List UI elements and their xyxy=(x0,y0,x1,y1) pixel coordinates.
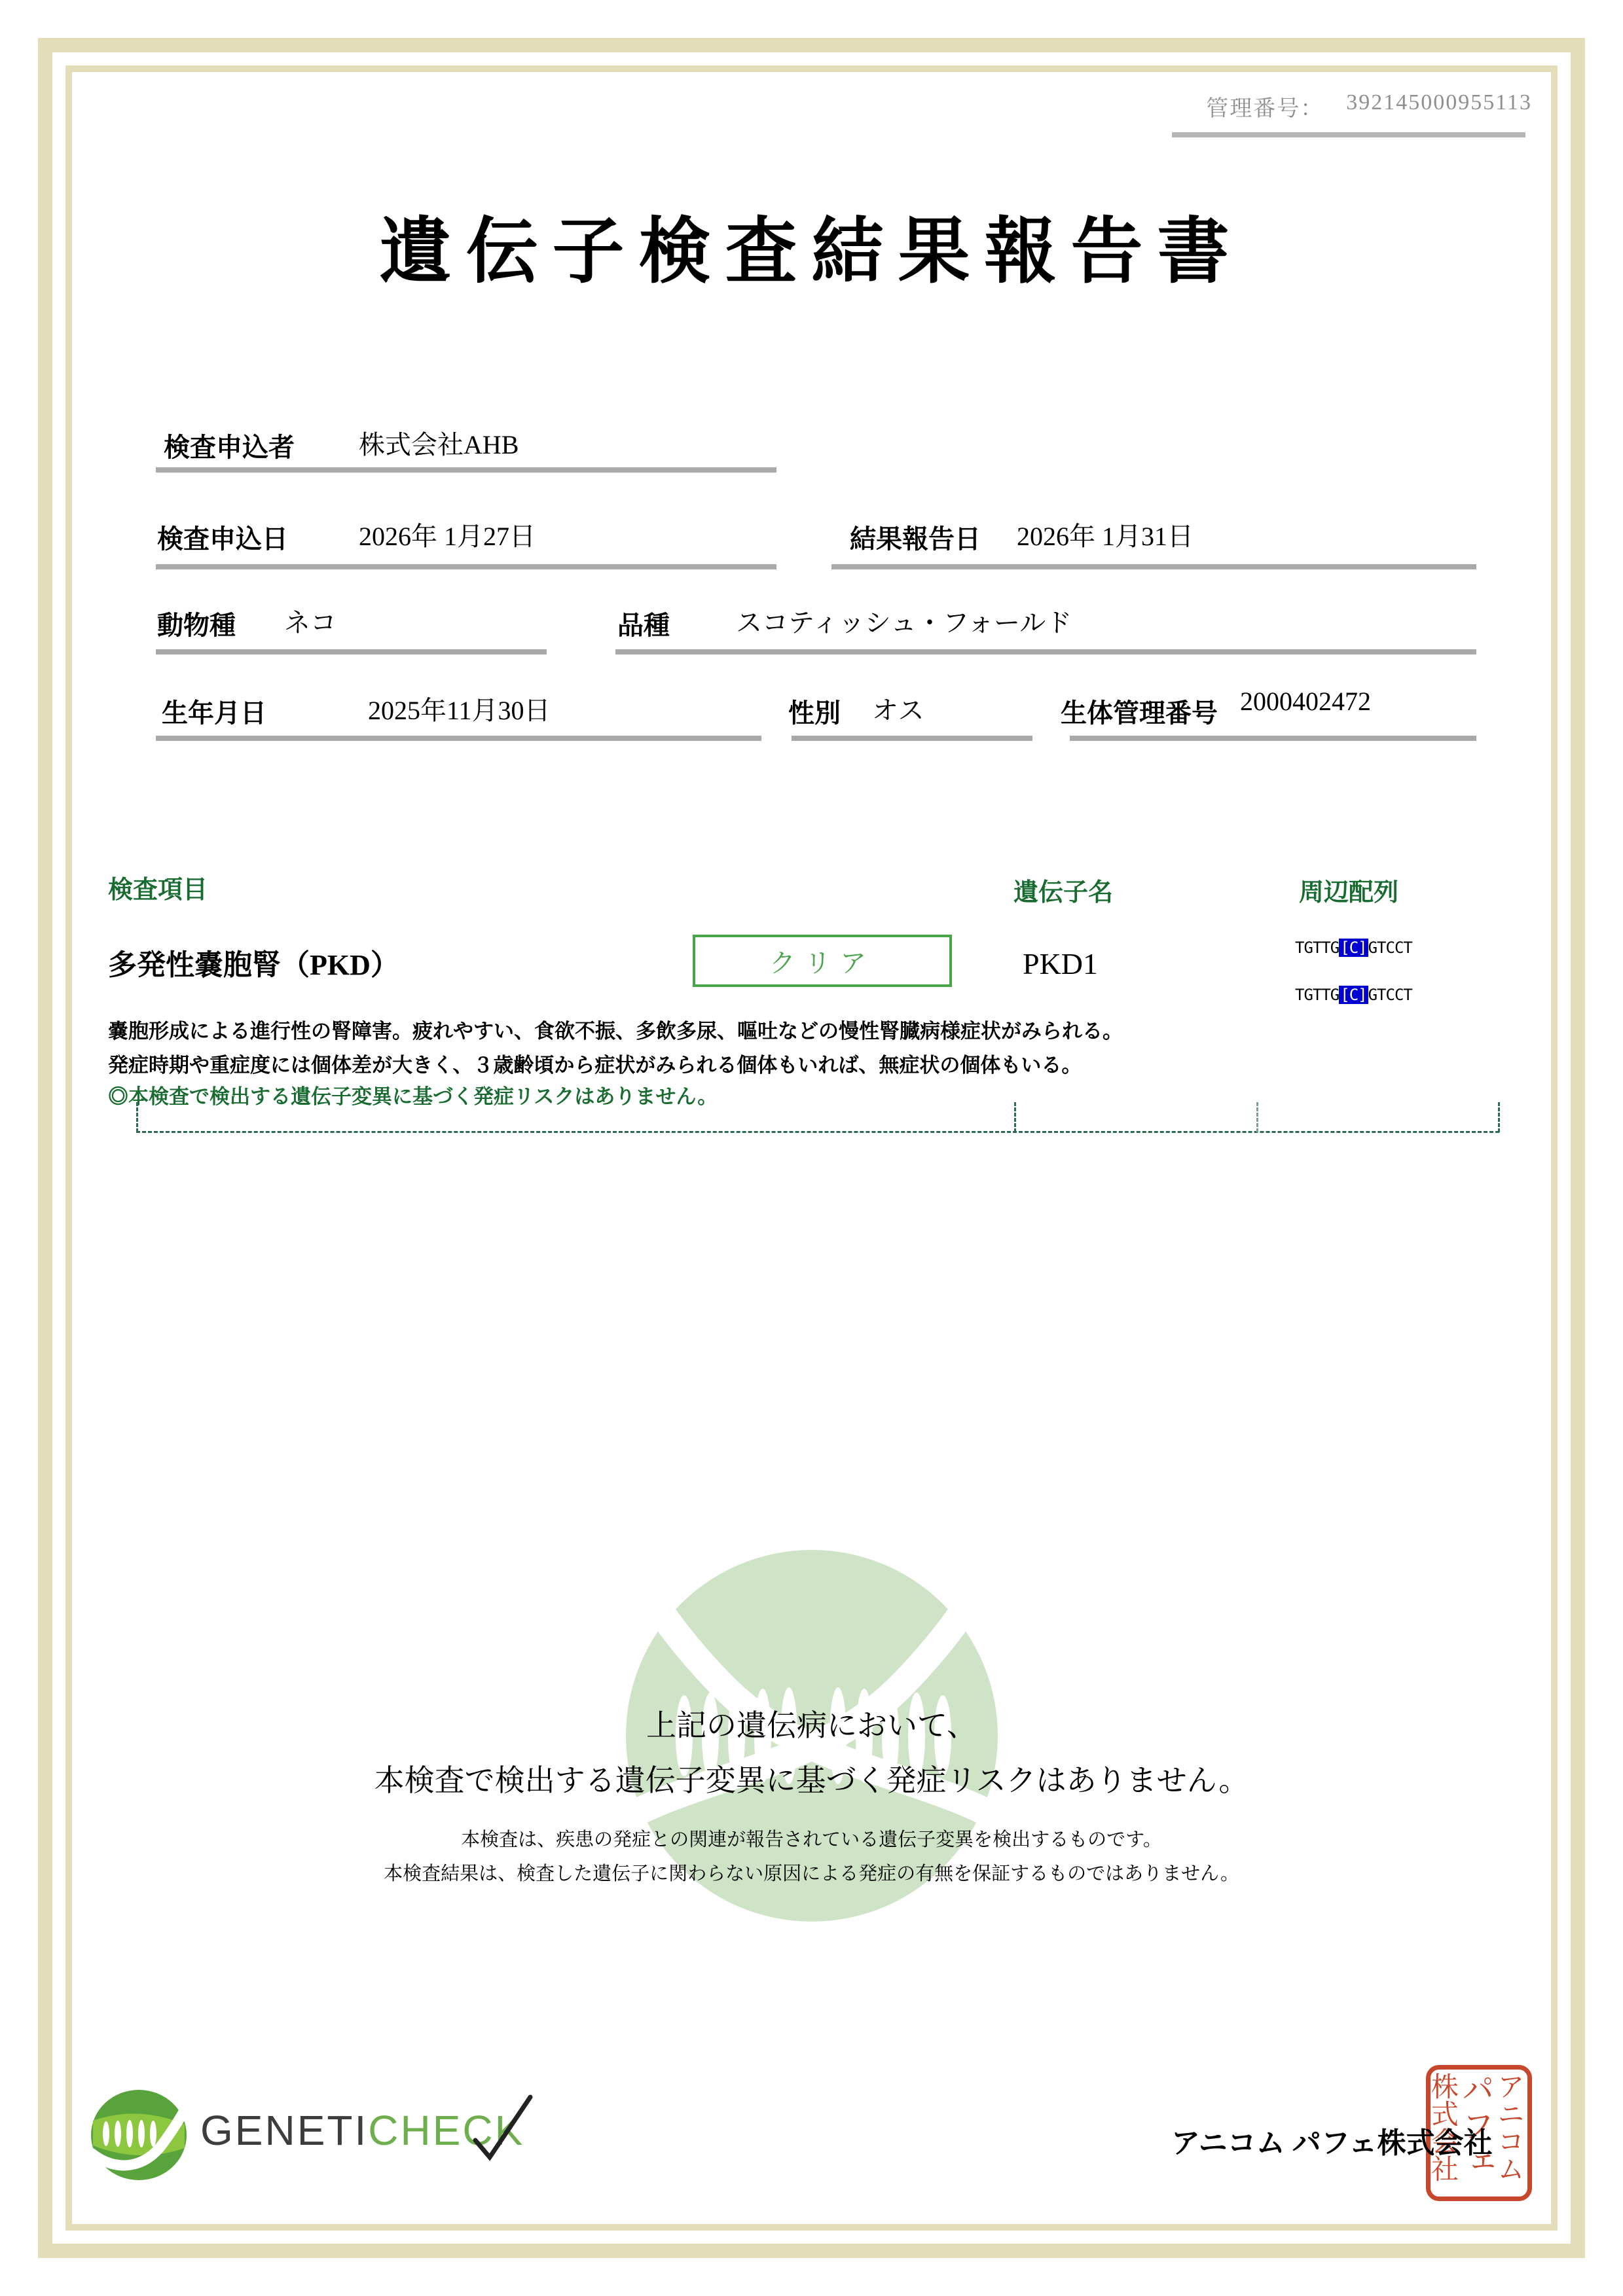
page-title: 遺伝子検査結果報告書 xyxy=(379,212,1244,292)
seal-column-1: アニコム xyxy=(1493,2072,1523,2182)
underline xyxy=(1070,736,1476,741)
management-number-underline xyxy=(1172,132,1525,137)
report-date-value: 2026年 1月31日 xyxy=(1017,522,1194,551)
animal-id-label: 生体管理番号 xyxy=(1061,698,1218,728)
seal-column-3: 株式会社 xyxy=(1427,2072,1457,2182)
test-item-name: 多発性嚢胞腎（PKD） xyxy=(108,949,399,981)
wordmark-geneti: GENETI xyxy=(200,2107,369,2154)
sequence-suffix: GTCCT xyxy=(1368,939,1412,957)
sequence-prefix: TGTTG xyxy=(1295,986,1340,1004)
wordmark-check: CHECK xyxy=(368,2107,525,2154)
issuer-company-name: アニコム パフェ株式会社 xyxy=(1171,2127,1493,2159)
summary-line1: 上記の遺伝病において、 xyxy=(646,1708,977,1742)
breed-value: スコティッシュ・フォールド xyxy=(736,608,1072,637)
results-table-dashed-divider xyxy=(1014,1102,1016,1132)
gene-name-header: 遺伝子名 xyxy=(1013,879,1114,906)
disease-description-line1: 嚢胞形成による進行性の腎障害。疲れやすい、食欲不振、多飲多尿、嘔吐などの慢性腎臓病様症状がみられる。 xyxy=(108,1020,1123,1043)
underline xyxy=(831,564,1476,569)
animal-id-value: 2000402472 xyxy=(1240,687,1371,716)
underline xyxy=(156,564,776,569)
underline xyxy=(156,736,761,741)
sequence-allele-2 xyxy=(1295,986,1412,1004)
management-number-value: 392145000955113 xyxy=(1346,90,1532,115)
applicant-value: 株式会社AHB xyxy=(359,430,519,459)
geneticheck-logo-icon xyxy=(85,2087,192,2186)
breed-label: 品種 xyxy=(617,611,670,640)
species-label: 動物種 xyxy=(157,611,236,640)
result-badge xyxy=(693,935,952,987)
underline xyxy=(615,649,1476,655)
seal-column-2: パフェ xyxy=(1457,2072,1494,2182)
sequence-suffix: GTCCT xyxy=(1368,986,1412,1004)
results-table-dashed-divider xyxy=(1498,1102,1500,1132)
birth-date-value: 2025年11月30日 xyxy=(368,696,551,725)
risk-note: ◎本検査で検出する遺伝子変異に基づく発症リスクはありません。 xyxy=(108,1085,718,1108)
species-value: ネコ xyxy=(284,608,337,637)
sequence-header: 周辺配列 xyxy=(1299,879,1399,906)
logo-checkmark-icon xyxy=(466,2092,538,2169)
apply-date-value: 2026年 1月27日 xyxy=(359,522,536,551)
report-date-label: 結果報告日 xyxy=(850,524,981,554)
sex-value: オス xyxy=(872,696,924,725)
birth-date-label: 生年月日 xyxy=(162,698,266,728)
results-table-dashed-border xyxy=(136,1131,1499,1133)
underline xyxy=(156,649,547,655)
sequence-prefix: TGTTG xyxy=(1295,939,1340,957)
results-table-dashed-divider xyxy=(136,1102,138,1132)
sequence-allele-1 xyxy=(1295,939,1412,957)
management-number-row xyxy=(1113,90,1532,122)
underline xyxy=(156,467,776,473)
sex-label: 性別 xyxy=(788,698,841,728)
results-table-dashed-divider xyxy=(1256,1102,1258,1132)
management-number-label: 管理番号： xyxy=(1206,97,1324,121)
sequence-variant: [C] xyxy=(1340,939,1367,957)
applicant-label: 検査申込者 xyxy=(164,433,295,462)
underline xyxy=(792,736,1032,741)
test-item-header: 検査項目 xyxy=(108,876,208,904)
summary-line2: 本検査で検出する遺伝子変異に基づく発症リスクはありません。 xyxy=(374,1763,1249,1797)
sequence-variant: [C] xyxy=(1340,986,1367,1004)
result-value: クリア xyxy=(769,948,875,978)
disclaimer-line2: 本検査結果は、検査した遺伝子に関わらない原因による発症の有無を保証するものではありません。 xyxy=(384,1863,1239,1884)
apply-date-label: 検査申込日 xyxy=(157,524,288,554)
disease-description-line2: 発症時期や重症度には個体差が大きく、３歳齢頃から症状がみられる個体もいれば、無症状の個体もいる。 xyxy=(108,1054,1082,1077)
disclaimer-line1: 本検査は、疾患の発症との関連が報告されている遺伝子変異を検出するものです。 xyxy=(461,1829,1162,1850)
gene-name-value: PKD1 xyxy=(1023,947,1099,980)
